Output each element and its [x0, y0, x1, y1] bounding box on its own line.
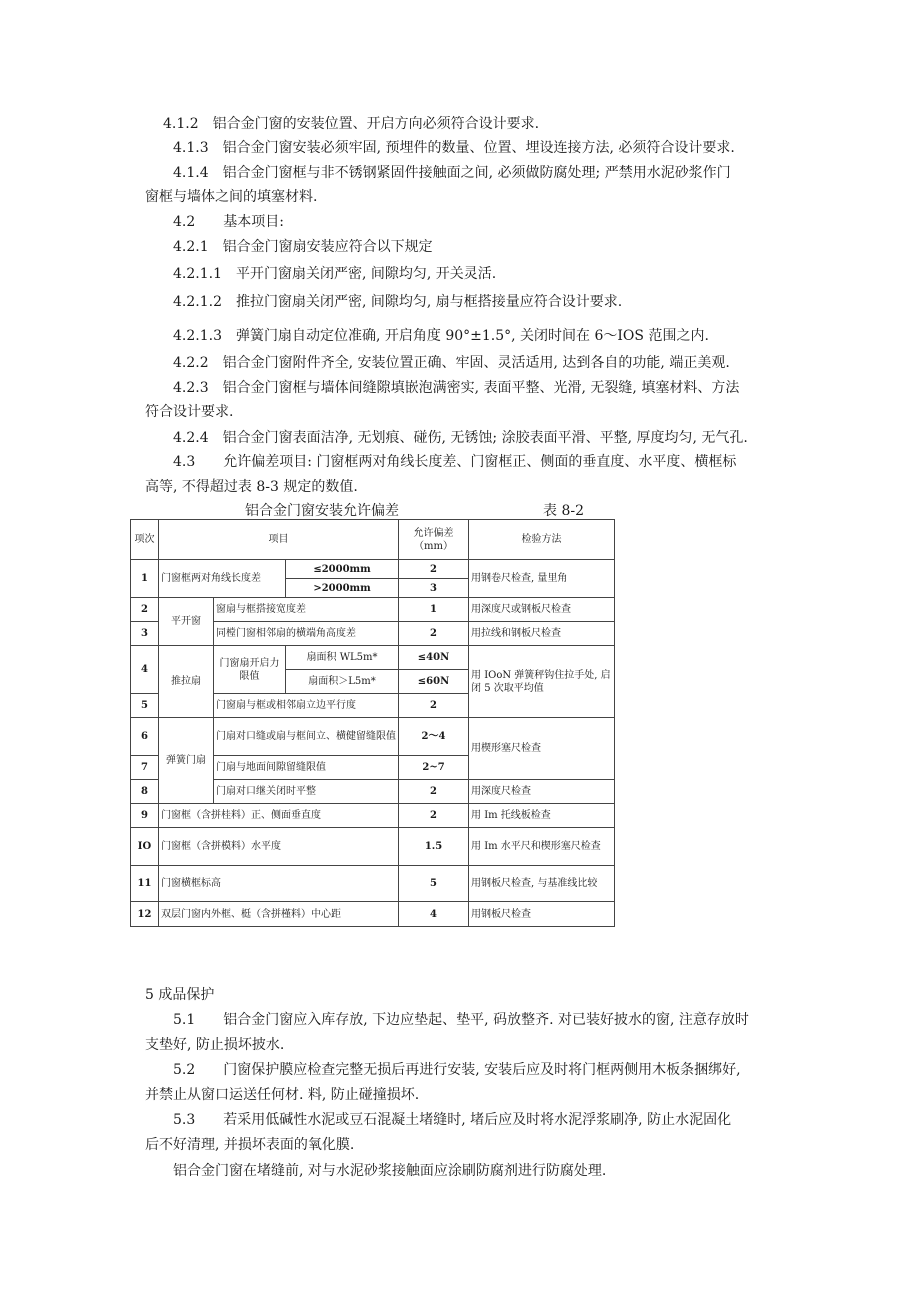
row-no: 4 [131, 646, 159, 694]
row-no: 11 [131, 866, 159, 902]
row-tolerance: 1 [399, 598, 469, 622]
para-4-2-3-line1: 4.2.3 铝合金门窗框与墙体间缝隙填嵌泡满密实, 表面平整、光滑, 无裂缝, 填塞材料、方法 [173, 380, 740, 396]
row-item: 门扇与地面间隙留缝限值 [214, 756, 399, 780]
row-tolerance: 2～4 [399, 718, 469, 756]
para-5-1-line2: 支垫好, 防止损坏披水. [145, 1037, 285, 1053]
row-tolerance: 2 [399, 804, 469, 828]
table-row [131, 828, 615, 866]
row-tolerance: ≤60N [399, 670, 469, 694]
header-item: 项目 [159, 520, 399, 560]
row-no: 1 [131, 560, 159, 598]
row-no: 9 [131, 804, 159, 828]
row-subitem: >2000mm [286, 579, 399, 598]
row-no: 12 [131, 902, 159, 927]
table-row [131, 804, 615, 828]
row-subitem: ≤2000mm [286, 560, 399, 579]
para-5-2-line2: 并禁止从窗口运送任何材. 料, 防止碰撞损坏. [145, 1087, 420, 1103]
table-title: 铝合金门窗安装允许偏差 [245, 503, 399, 519]
row-method: 用钢板尺检查, 与基准线比较 [469, 866, 615, 902]
para-4-2-1-1: 4.2.1.1 平开门窗扇关闭严密, 间隙均匀, 开关灵活. [173, 266, 497, 282]
row-method: 用 Im 托线板检查 [469, 804, 615, 828]
row-no: 8 [131, 780, 159, 804]
row-tolerance: 2~7 [399, 756, 469, 780]
row-tolerance: 2 [399, 780, 469, 804]
row-item: 窗扇与框搭接宽度差 [214, 598, 399, 622]
para-5-1-line1: 5.1 铝合金门窗应入库存放, 下边应垫起、垫平, 码放整齐. 对已装好披水的窗, 注意存放时 [173, 1012, 749, 1028]
row-no: IO [131, 828, 159, 866]
row-tolerance: 3 [399, 579, 469, 598]
row-method: 用深度尺检查 [469, 780, 615, 804]
row-item: 门窗横框标高 [159, 866, 399, 902]
row-no: 3 [131, 622, 159, 646]
para-5-3-line1: 5.3 若采用低碱性水泥或豆石混凝土堵缝时, 堵后应及时将水泥浮浆刷净, 防止水泥固化 [173, 1112, 732, 1128]
para-4-2-2: 4.2.2 铝合金门窗附件齐全, 安装位置正确、牢固、灵活适用, 达到各自的功能, 端正美观. [173, 355, 730, 371]
table-row [131, 902, 615, 927]
para-4-1-4-line2: 窗框与墙体之间的填塞材料. [145, 189, 318, 205]
table-row [131, 598, 615, 622]
row-no: 2 [131, 598, 159, 622]
section5-heading: 5 成品保护 [145, 987, 215, 1003]
row-group: 平开窗 [159, 598, 214, 646]
row-subitem: 扇面积＞L5m* [286, 670, 399, 694]
para-4-2-4: 4.2.4 铝合金门窗表面洁净, 无划痕、碰伤, 无锈蚀; 涂胶表面平滑、平整, 厚度均匀, 无气孔. [173, 430, 748, 446]
row-tolerance: 2 [399, 560, 469, 579]
row-method: 用 Im 水平尺和楔形塞尺检查 [469, 828, 615, 866]
para-4-3-line1: 4.3 允许偏差项目: 门窗框两对角线长度差、门窗框正、侧面的垂直度、水平度、横框标 [173, 454, 737, 470]
row-method: 用拉线和钢板尺检查 [469, 622, 615, 646]
row-method: 用钢板尺检查 [469, 902, 615, 927]
row-method: 用钢卷尺检查, 量里角 [469, 560, 615, 598]
row-tolerance: 2 [399, 622, 469, 646]
table-row [131, 646, 615, 670]
table-row [131, 718, 615, 756]
tolerance-table [130, 519, 615, 927]
row-group: 推拉扇 [159, 646, 214, 718]
row-item: 门扇对口缝或扇与框间立、横健留缝限值 [214, 718, 399, 756]
para-4-2: 4.2 基本项目: [173, 214, 284, 230]
row-item: 门扇对口继关闭时平整 [214, 780, 399, 804]
row-item: 同樘门窗相邻扇的横端角高度差 [214, 622, 399, 646]
para-4-1-3: 4.1.3 铝合金门窗安装必须牢固, 预埋件的数量、位置、埋设连接方法, 必须符合设计要求. [173, 140, 735, 156]
row-no: 6 [131, 718, 159, 756]
row-tolerance: 5 [399, 866, 469, 902]
para-4-1-4-line1: 4.1.4 铝合金门窗框与非不锈钢紧固件接触面之间, 必须做防腐处理; 严禁用水泥砂浆作门 [173, 165, 731, 181]
row-item: 门窗扇与框或相邻扇立边平行度 [214, 694, 399, 718]
para-4-2-3-line2: 符合设计要求. [145, 404, 234, 420]
row-no: 7 [131, 756, 159, 780]
header-method: 检验方法 [469, 520, 615, 560]
table-code: 表 8-2 [543, 503, 584, 519]
para-5-3-line2: 后不好清理, 并损坏表面的氧化膜. [145, 1137, 355, 1153]
row-method: 用楔形塞尺检查 [469, 718, 615, 780]
row-item: 门窗扇开启力限值 [214, 646, 286, 694]
para-4-2-1-2: 4.2.1.2 推拉门窗扇关闭严密, 间隙均匀, 扇与框搭接量应符合设计要求. [173, 294, 623, 310]
para-5-2-line1: 5.2 门窗保护膜应检查完整无损后再进行安装, 安装后应及时将门框两侧用木板条捆绑好, [173, 1062, 741, 1078]
row-item: 门窗框（含拼模料）水平度 [159, 828, 399, 866]
row-method: 用 IOoN 弹簧秤钩住拉手处, 启闭 5 次取平均值 [469, 646, 615, 718]
header-tolerance: 允许偏差（mm） [399, 520, 469, 560]
row-group: 弹簧门扇 [159, 718, 214, 804]
para-4-3-line2: 高等, 不得超过表 8-3 规定的数值. [145, 479, 358, 495]
row-tolerance: 1.5 [399, 828, 469, 866]
header-no: 项次 [131, 520, 159, 560]
para-4-2-1: 4.2.1 铝合金门窗扇安装应符合以下规定 [173, 239, 433, 255]
row-item: 门窗框（含拼桂料）正、侧面垂直度 [159, 804, 399, 828]
row-subitem: 扇面积 WL5m* [286, 646, 399, 670]
para-4-2-1-3: 4.2.1.3 弹簧门扇自动定位准确, 开启角度 90°±1.5°, 关闭时间在 6～IOS 范围之内. [173, 328, 709, 344]
table-row [131, 866, 615, 902]
table-header-row [131, 520, 615, 560]
row-tolerance: 2 [399, 694, 469, 718]
row-tolerance: ≤40N [399, 646, 469, 670]
para-5-4: 铝合金门窗在堵缝前, 对与水泥砂浆接触面应涂刷防腐剂进行防腐处理. [173, 1163, 607, 1179]
row-no: 5 [131, 694, 159, 718]
row-item: 门窗框两对角线长度差 [159, 560, 286, 598]
row-item: 双层门窗内外框、梃（含拼槿料）中心距 [159, 902, 399, 927]
para-4-1-2: 4.1.2 铝合金门窗的安装位置、开启方向必须符合设计要求. [163, 116, 540, 132]
table-row [131, 560, 615, 579]
row-tolerance: 4 [399, 902, 469, 927]
row-method: 用深度尺或钢板尺检查 [469, 598, 615, 622]
